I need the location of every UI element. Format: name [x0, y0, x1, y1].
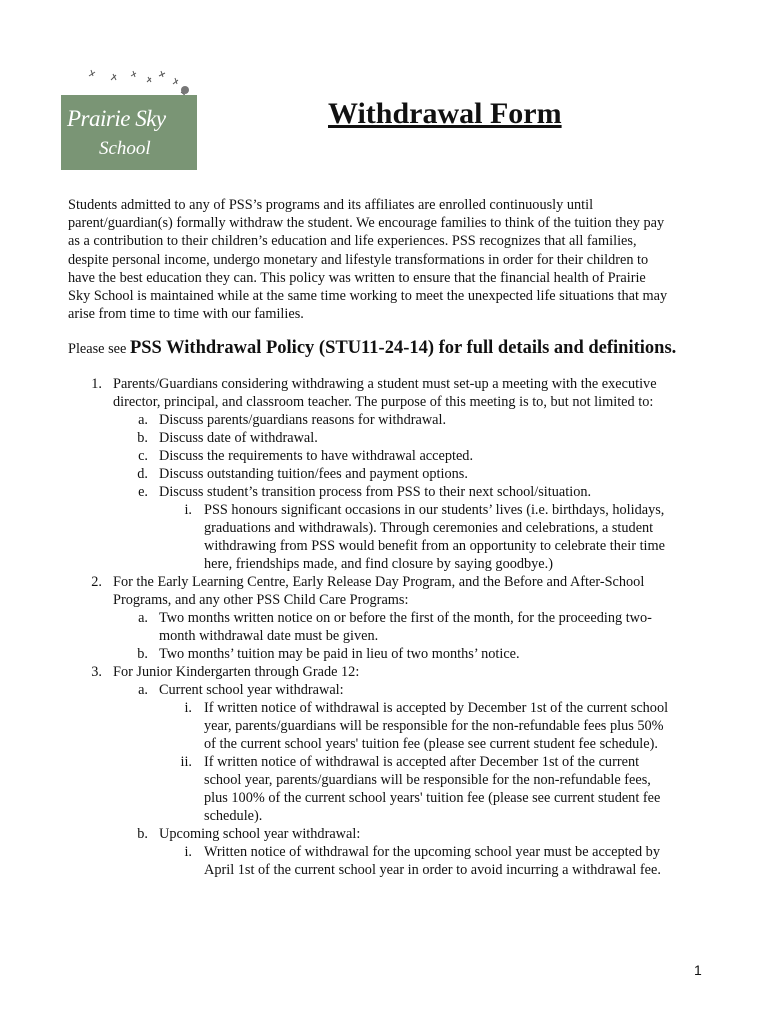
intro-line: have the best education they can. This policy was written to ensure that the financial health of Prairie [68, 269, 646, 286]
list-marker: b. [137, 430, 148, 446]
list-item-text: If written notice of withdrawal is accepted after December 1st of the current [204, 754, 640, 770]
list-marker: c. [138, 448, 148, 464]
list-marker: b. [137, 646, 148, 662]
policy-lead: Please see [68, 341, 130, 357]
list-item-text: plus 100% of the current school years' tuition fee (please see current student fee [204, 790, 661, 806]
list-item-text: For the Early Learning Centre, Early Release Day Program, and the Before and After-School [113, 574, 645, 590]
list-item-text: here, friendships made, and find closure by saying goodbye.) [204, 556, 553, 572]
list-item-text: Written notice of withdrawal for the upcoming school year must be accepted by [204, 844, 660, 860]
policy-name: PSS Withdrawal Policy (STU11-24-14) for full details and definitions. [129, 338, 677, 358]
list-item-text: PSS honours significant occasions in our students’ lives (i.e. birthdays, holidays, [204, 502, 665, 518]
list-item-text: year, parents/guardians will be responsible for the non-refundable fees plus 50% [204, 718, 664, 734]
list-item-text: Discuss the requirements to have withdrawal accepted. [159, 448, 474, 464]
list-item-text: school year, parents/guardians will be responsible for the non-refundable fees, [204, 772, 651, 788]
list-item-text: Parents/Guardians considering withdrawing a student must set-up a meeting with the executive [113, 376, 657, 392]
list-item-text: withdrawing from PSS would benefit from an opportunity to celebrate their time [204, 538, 665, 554]
list-item-text: Discuss date of withdrawal. [159, 430, 318, 446]
list-item-text: If written notice of withdrawal is accepted by December 1st of the current school [204, 700, 669, 716]
list-item-text: month withdrawal date must be given. [159, 628, 379, 644]
list-item-text: Discuss outstanding tuition/fees and payment options. [159, 466, 468, 482]
list-marker: ii. [180, 754, 192, 770]
list-item-text: Two months written notice on or before the first of the month, for the proceeding two- [159, 610, 652, 626]
list-marker: i. [184, 700, 192, 716]
list-item-text: Programs, and any other PSS Child Care Programs: [113, 592, 409, 608]
logo-school: School [99, 138, 151, 159]
list-marker: i. [184, 844, 192, 860]
page-title: Withdrawal Form [328, 97, 562, 130]
list-marker: e. [138, 484, 148, 500]
list-item-text: Current school year withdrawal: [159, 682, 344, 698]
list-item-text: Upcoming school year withdrawal: [159, 826, 361, 842]
list-item-text: of the current school years' tuition fee (please see current student fee schedule). [204, 736, 658, 752]
list-marker: d. [137, 466, 148, 482]
list-item-text: Two months’ tuition may be paid in lieu of two months’ notice. [159, 646, 520, 662]
list-item-text: schedule). [204, 808, 263, 824]
page-number: 1 [694, 962, 702, 978]
list-item-text: Discuss parents/guardians reasons for withdrawal. [159, 412, 447, 428]
school-logo [61, 66, 197, 170]
list-marker: i. [184, 502, 192, 518]
list-marker: b. [137, 826, 148, 842]
list-item-text: graduations and withdrawals). Through ceremonies and celebrations, a student [204, 520, 654, 536]
intro-line: as a contribution to their children’s education and life experiences. PSS recognizes that all families, [68, 233, 637, 250]
intro-line: Students admitted to any of PSS’s programs and its affiliates are enrolled continuously until [68, 197, 594, 213]
list-item-text: For Junior Kindergarten through Grade 12: [113, 664, 360, 680]
list-marker: a. [138, 610, 148, 626]
list-marker: a. [138, 412, 148, 428]
intro-line: parent/guardian(s) formally withdraw the student. We encourage families to think of the tuition they pay [68, 215, 665, 232]
list-item-text: Discuss student’s transition process from PSS to their next school/situation. [159, 484, 592, 500]
list-marker: 1. [91, 376, 102, 392]
intro-line: Sky School is maintained while at the same time working to meet the unexpected life situations that may [68, 288, 668, 305]
list-marker: a. [138, 682, 148, 698]
list-item-text: director, principal, and classroom teacher. The purpose of this meeting is to, but not limited to: [113, 394, 654, 410]
list-marker: 2. [91, 574, 102, 590]
intro-paragraph [68, 196, 708, 323]
list-marker: 3. [91, 664, 102, 680]
logo-name: Prairie Sky [67, 106, 166, 131]
intro-line: arise from time to time with our families. [68, 306, 304, 323]
intro-line: despite personal income, undergo monetary and lifestyle transformations in order for their children to [68, 251, 649, 268]
policy-reference [68, 338, 676, 359]
list-item-text: April 1st of the current school year in order to avoid incurring a withdrawal fee. [204, 862, 661, 878]
